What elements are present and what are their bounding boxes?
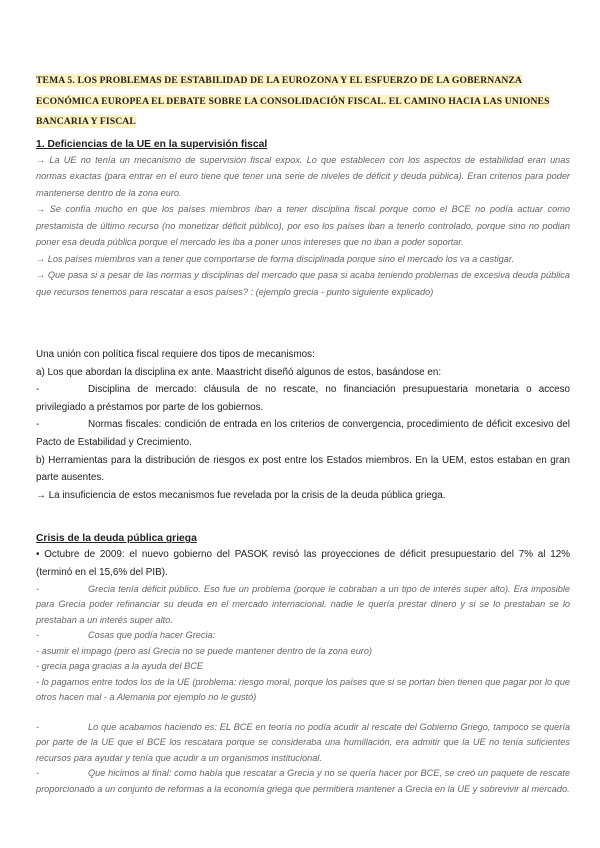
section-heading-greek-crisis: Crisis de la deuda pública griega bbox=[36, 533, 197, 545]
crisis-note: - Lo que acabamos haciendo es: EL BCE en teoría no podía acudir al rescate del Gobierno Griego, tampoco se quería por parte de la UE que el BCE los rescatara porque se consideraba una humillación, era admitir que la UE no tenía suficientes recursos para ayudar y tenía que acudir a un organismos institucional. bbox=[36, 721, 570, 763]
union-subitem-fiscal-rules: - Normas fiscales: condición de entrada en los criterios de convergencia, procedimiento de déficit excesivo del Pacto de Estabilidad y Crecimiento. bbox=[36, 419, 570, 448]
crisis-note: - Grecia tenía déficit público. Eso fue un problema (porque le cobraban a un tipo de interés super alto). Era imposible para Grecia poder refinanciar su deuda en el mercado internacional. nadie le quería prestar dinero y si se lo prestaban se lo prestaban a un interés super alto. bbox=[36, 583, 570, 625]
crisis-option: - grecia paga gracias a la ayuda del BCE bbox=[36, 661, 204, 672]
crisis-note: - Que hicimos al final: como había que rescatar a Grecia y no se quería hacer por BCE, se creó un paquete de rescate proporcionado a un conjunto de reformas a la economía griega que permitiera mantener a Grecia en la UE y sobrevivir al mercado. bbox=[36, 768, 570, 794]
document-title: TEMA 5. LOS PROBLEMAS DE ESTABILIDAD DE LA EUROZONA Y EL ESFUERZO DE LA GOBERNANZA ECONÓMICA EUROPEA EL DEBATE SOBRE LA CONSOLIDACIÓN FISCAL. EL CAMINO HACIA LAS UNIONES BANCARIA Y FISCAL bbox=[36, 75, 550, 127]
union-conclusion: → La insuficiencia de estos mecanismos fue revelada por la crisis de la deuda pública griega. bbox=[36, 489, 446, 501]
section-heading-supervision: 1. Deficiencias de la UE en la supervisión fiscal bbox=[36, 138, 268, 150]
crisis-note: - Cosas que podía hacer Grecia: bbox=[36, 630, 216, 641]
union-intro: Una unión con política fiscal requiere dos tipos de mecanismos: bbox=[36, 349, 315, 360]
crisis-bullet: • Octubre de 2009: el nuevo gobierno del PASOK revisó las proyecciones de déficit presupuestario del 7% al 12% (terminó en el 15,6% del PIB). bbox=[36, 549, 570, 578]
crisis-option: - asumir el impago (pero así Grecia no se puede mantener dentro de la zona euro) bbox=[36, 645, 373, 656]
union-subitem-market-discipline: - Disciplina de mercado: cláusula de no rescate, no financiación presupuestaria monetaria o acceso privilegiado a préstamos por parte de los gobiernos. bbox=[36, 384, 570, 413]
note-paragraph: → La UE no tenía un mecanismo de supervisión fiscal expox. Lo que establecen con los aspectos de estabilidad eran unas normas exactas (para entrar en el euro tiene que tener una serie de niveles de déficit y deuda pública). Eran criterios para poder mantenerse dentro de la zona euro. bbox=[36, 154, 570, 198]
note-paragraph: → Los países miembros van a tener que comportarse de forma disciplinada porque sino el mercado los va a castigar. bbox=[36, 253, 515, 264]
note-paragraph: → Se confía mucho en que los países miembros iban a tener disciplina fiscal porque como el BCE no podía actuar como prestamista de último recurso (no monetizar déficit público), por eso los países iban a tenerlo controlado, porque sino no podian poner esa deuda pública porque el mercado les iba a poner unos intereses que no iban a poder soportar. bbox=[36, 204, 570, 247]
union-item-a: a) Los que abordan la disciplina ex ante. Maastricht diseñó algunos de estos, basándose en: bbox=[36, 366, 442, 378]
union-item-b: b) Herramientas para la distribución de riesgos ex post entre los Estados miembros. En la UEM, estos estaban en gran parte ausentes. bbox=[36, 454, 570, 484]
note-paragraph: → Que pasa si a pesar de las normas y disciplinas del mercado que pasa si acaba teniendo problemas de excesiva deuda pública que recursos tenemos para rescatar a esos países? : (ejemplo grecia - punto siguiente explicado) bbox=[36, 270, 570, 297]
crisis-option: - lo pagamos entre todos los de la UE (problema: riesgo moral, porque los países que si se portan bien tienen que pagar por lo que otros hacen mal - a Alemania por ejemplo no le gustó) bbox=[36, 676, 570, 703]
